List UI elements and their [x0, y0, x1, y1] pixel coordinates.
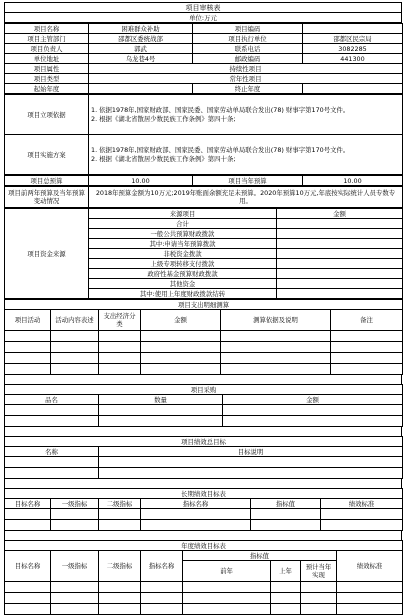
- detail-header: 测算依据及说明: [221, 310, 331, 331]
- total-budget-value: 10.00: [89, 176, 193, 186]
- funding-amount-cell: [277, 269, 403, 279]
- start-label: 起始年度: [5, 84, 89, 94]
- annual-subheader: 前年: [183, 561, 271, 582]
- funding-col-amount: 金额: [277, 209, 403, 219]
- postcode-value: 441300: [303, 54, 403, 64]
- procurement-title: 项目采购: [5, 385, 403, 395]
- annual-header: 绩效标准: [337, 551, 403, 582]
- detail-header: 支出经济分类: [99, 310, 141, 331]
- address-value: 乌龙巷4号: [89, 54, 193, 64]
- funding-table: [4, 208, 403, 299]
- procurement-empty-row: [5, 405, 403, 416]
- phone-value: 3082285: [303, 44, 403, 54]
- detail-title: 项目支出明细测算: [5, 300, 403, 310]
- annual-header: 二级指标: [99, 551, 141, 582]
- funding-amount-cell: [277, 219, 403, 229]
- title-table: [4, 2, 402, 23]
- funding-amount-cell: [277, 279, 403, 289]
- plan-line-2: 2. 根据《湖北省散居少数民族工作条例》第四十条;: [91, 154, 236, 163]
- annual-header: 一级指标: [51, 551, 99, 582]
- detail-header: 项目活动: [5, 310, 51, 331]
- procurement-header: 金额: [223, 395, 403, 405]
- change-label: 项目前两年预算及当年预算变动情况: [5, 187, 89, 208]
- basis-line-2: 2. 根据《湖北省散居少数民族工作条例》第四十条;: [91, 114, 236, 123]
- basis-label: 项目立项依据: [5, 95, 89, 135]
- annual-subheader: 上年: [271, 561, 301, 582]
- section-gap: [4, 375, 402, 384]
- detail-table: [4, 299, 403, 375]
- leader-value: 郭武: [89, 44, 193, 54]
- procurement-empty-row: [5, 416, 403, 427]
- project-code-value: [303, 24, 403, 34]
- section-gap: [4, 531, 402, 540]
- annual-table: [4, 540, 403, 615]
- funding-row: 一般公共预算财政拨款: [89, 229, 277, 239]
- exec-unit-value: 邵都区民宗局: [303, 34, 403, 44]
- performance-title: 项目绩效总目标: [5, 437, 403, 447]
- basis-plan-table: [4, 94, 403, 175]
- detail-empty-row: [5, 331, 403, 342]
- long-term-empty-row: [5, 509, 403, 520]
- funding-amount-cell: [277, 229, 403, 239]
- attr-label: 项目属性: [5, 64, 89, 74]
- performance-header: 名称: [5, 447, 99, 457]
- annual-empty-row: [5, 582, 403, 593]
- long-term-header: 指标值: [251, 499, 321, 509]
- performance-empty-row: [5, 457, 403, 468]
- attr-value: 持续性项目: [89, 64, 403, 74]
- budget-table: [4, 175, 403, 186]
- detail-header: 金额: [141, 310, 221, 331]
- change-text: 2018年预算金额为10万元;2019年账面余额充足未预算。2020年预算10万元,年底按实际统计人员专数专用。: [89, 187, 403, 208]
- project-code-label: 项目编码: [193, 24, 303, 34]
- long-term-header: 二级指标: [99, 499, 141, 509]
- phone-label: 联系电话: [193, 44, 303, 54]
- funding-row: 上级专项转移支付拨款: [89, 259, 277, 269]
- end-value: [303, 84, 403, 94]
- funding-row: 其中:申请当年预算拨款: [89, 239, 277, 249]
- year-budget-label: 项目当年预算: [193, 176, 303, 186]
- address-label: 单位地址: [5, 54, 89, 64]
- long-term-table: [4, 488, 403, 531]
- postcode-label: 邮政编码: [193, 54, 303, 64]
- plan-line-1: 1. 依据1978年,国家财政部、国家民委、国家劳动单局联合发出(78) 财事字第170号文件。: [91, 146, 350, 154]
- annual-title: 年度绩效目标表: [5, 541, 403, 551]
- performance-header: 目标说明: [99, 447, 403, 457]
- procurement-header: 品名: [5, 395, 99, 405]
- detail-empty-row: [5, 353, 403, 364]
- basis-line-1: 1. 依据1978年,国家财政部、国家民委、国家劳动单局联合发出(78) 财事字第170号文件。: [91, 106, 350, 114]
- unit-line: 单位:万元: [5, 13, 402, 23]
- dept-label: 项目主管部门: [5, 34, 89, 44]
- performance-table: [4, 436, 403, 479]
- funding-amount-cell: [277, 239, 403, 249]
- dept-value: 邵都区委统战部: [89, 34, 193, 44]
- annual-header: 目标名称: [5, 551, 51, 582]
- annual-subheader: 预计当年实现: [301, 561, 337, 582]
- annual-empty-row: [5, 604, 403, 615]
- leader-label: 项目负责人: [5, 44, 89, 54]
- start-value: [89, 84, 193, 94]
- change-table: [4, 186, 403, 208]
- annual-header: 指标名称: [141, 551, 183, 582]
- procurement-table: [4, 384, 403, 427]
- end-label: 终止年度: [193, 84, 303, 94]
- long-term-empty-row: [5, 520, 403, 531]
- funding-col-source: 来源项目: [89, 209, 277, 219]
- funding-row: 政府性基金预算财政拨款: [89, 269, 277, 279]
- project-name-label: 项目名称: [5, 24, 89, 34]
- long-term-header: 一级指标: [51, 499, 99, 509]
- funding-amount-cell: [277, 259, 403, 269]
- annual-header: 指标值: [183, 551, 337, 561]
- total-budget-label: 项目总预算: [5, 176, 89, 186]
- basic-info-table: [4, 23, 403, 94]
- type-label: 项目类型: [5, 74, 89, 84]
- section-gap: [4, 427, 402, 436]
- detail-header: 活动内容表述: [51, 310, 99, 331]
- doc-title: 项目审核表: [5, 3, 402, 13]
- detail-header: 备注: [331, 310, 403, 331]
- type-value: 常年性项目: [89, 74, 403, 84]
- long-term-header: 目标名称: [5, 499, 51, 509]
- exec-unit-label: 项目执行单位: [193, 34, 303, 44]
- funding-row: 其他资金: [89, 279, 277, 289]
- funding-amount-cell: [277, 249, 403, 259]
- section-gap: [4, 479, 402, 488]
- long-term-header: 绩效标准: [321, 499, 403, 509]
- basis-text: [89, 95, 403, 135]
- detail-empty-row: [5, 342, 403, 353]
- funding-row: 其中:使用上年度财政拨款结转: [89, 289, 277, 299]
- procurement-header: 数量: [99, 395, 223, 405]
- funding-row: 合计: [89, 219, 277, 229]
- long-term-title: 长期绩效目标表: [5, 489, 403, 499]
- project-audit-sheet: [4, 2, 402, 615]
- funding-row: 非税资金拨款: [89, 249, 277, 259]
- plan-text: [89, 135, 403, 175]
- funding-amount-cell: [277, 289, 403, 299]
- annual-empty-row: [5, 593, 403, 604]
- long-term-header: 指标名称: [141, 499, 251, 509]
- performance-empty-row: [5, 468, 403, 479]
- funding-label: 项目资金来源: [5, 209, 89, 299]
- plan-label: 项目实施方案: [5, 135, 89, 175]
- detail-empty-row: [5, 364, 403, 375]
- project-name-value: 困难群众补助: [89, 24, 193, 34]
- year-budget-value: 10.00: [303, 176, 403, 186]
